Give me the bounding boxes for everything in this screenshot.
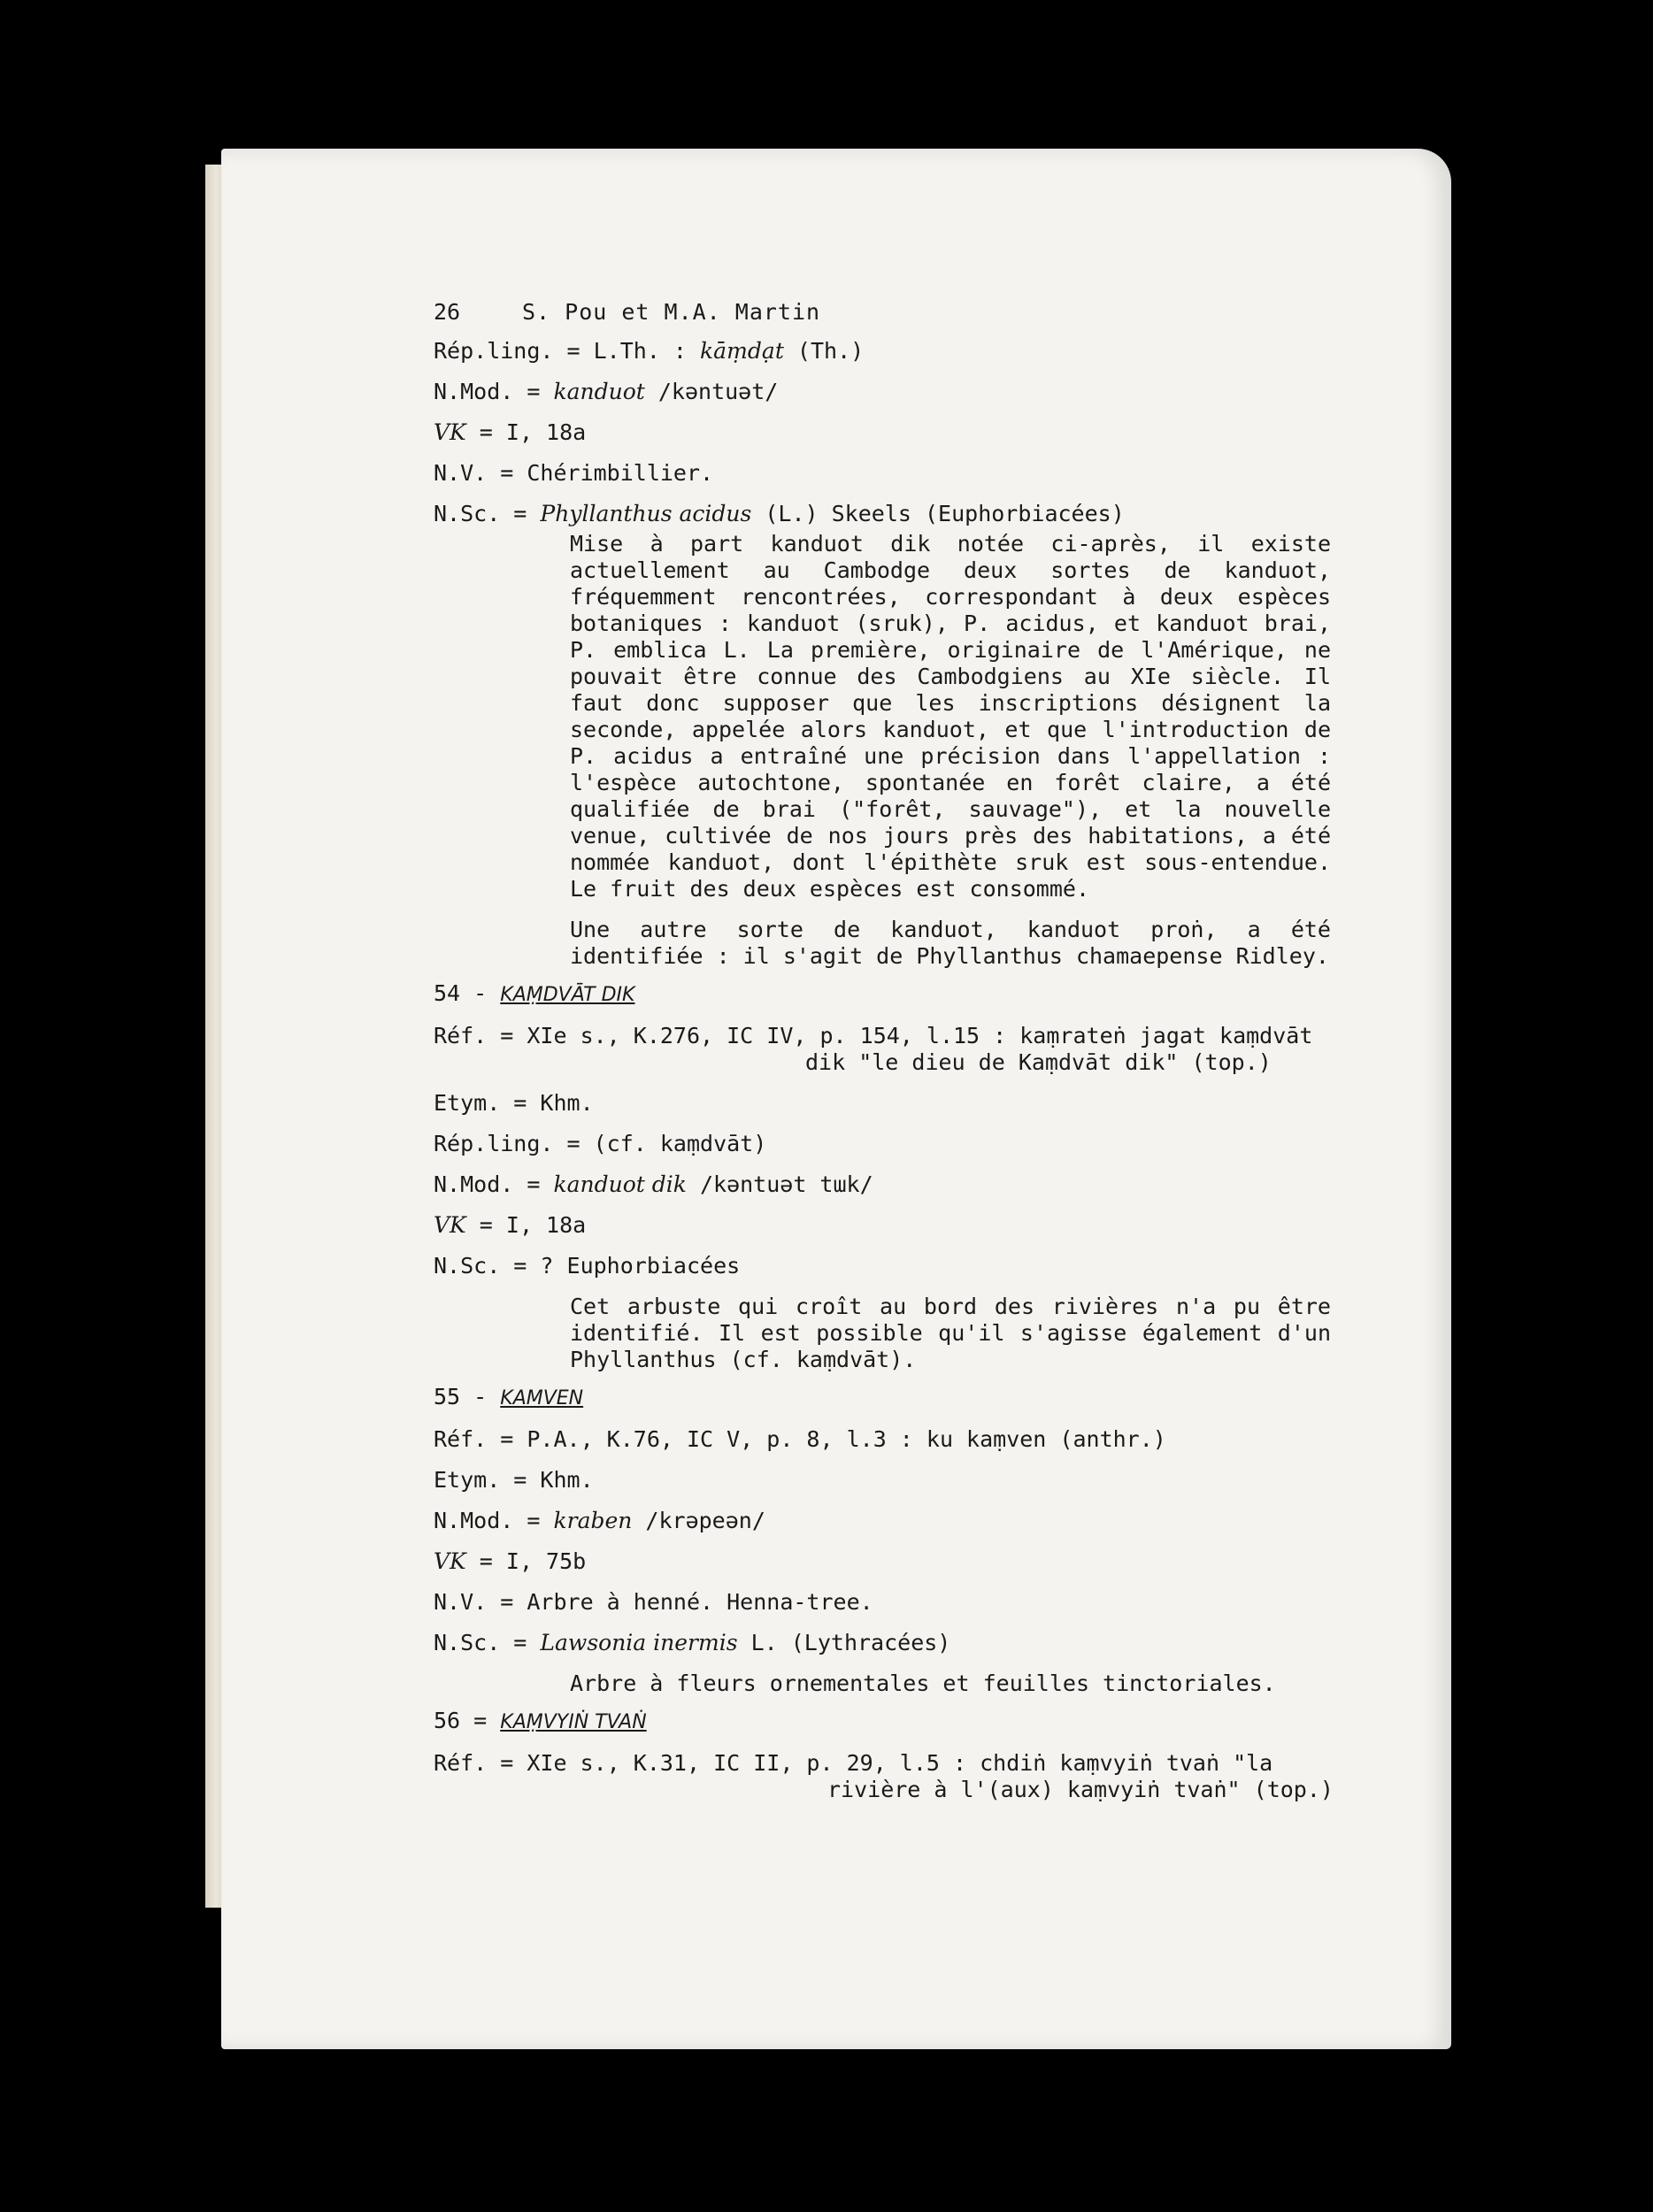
rep-ling-line: Rép.ling. = L.Th. : kāṃdạt (Th.)	[434, 338, 865, 364]
page-header	[434, 299, 1319, 338]
n-mod-line: N.Mod. = kraben /krəpeən/	[434, 1508, 765, 1533]
book-page	[221, 149, 1451, 2049]
n-sc-line: N.Sc. = Phyllanthus acidus (L.) Skeels (Euphorbiacées)	[434, 501, 1125, 526]
description-paragraph: Arbre à fleurs ornementales et feuilles tinctoriales.	[570, 1671, 1276, 1696]
entry-title: KAMVEN	[500, 1387, 584, 1409]
running-head: S. Pou et M.A. Martin	[522, 299, 821, 325]
description-paragraph: Une autre sorte de kanduot, kanduot proṅ, a été identifiée : il s'agit de Phyllanthus chamaepense Ridley.	[570, 917, 1331, 969]
reference-block: Réf. = XIe s., K.276, IC IV, p. 154, l.15 : kaṃrateṅ jagat kaṃdvāt dik "le dieu de Kaṃdvāt dik" (top.)	[434, 1023, 1313, 1075]
etym-line: Etym. = Khm.	[434, 1467, 594, 1493]
reference-line: Réf. = P.A., K.76, IC V, p. 8, l.3 : ku kaṃven (anthr.)	[434, 1426, 1166, 1452]
vk-line: VK = I, 75b	[434, 1548, 587, 1574]
rep-ling-line: Rép.ling. = (cf. kaṃdvāt)	[434, 1131, 767, 1156]
entry-heading: 56 = KAṂVYIṄ TVAṄ	[434, 1708, 647, 1733]
vk-line: VK = I, 18a	[434, 419, 587, 445]
vk-line: VK = I, 18a	[434, 1212, 587, 1238]
entry-heading: 54 - KAṂDVĀT DIK	[434, 980, 635, 1006]
entry-heading: 55 - KAMVEN	[434, 1384, 584, 1409]
reference-block: Réf. = XIe s., K.31, IC II, p. 29, l.5 : chdiṅ kaṃvyiṅ tvaṅ "la rivière à l'(aux) kaṃvyiṅ tvaṅ" (top.)	[434, 1750, 1334, 1802]
n-sc-line: N.Sc. = Lawsonia inermis L. (Lythracées)	[434, 1630, 951, 1655]
n-sc-line: N.Sc. = ? Euphorbiacées	[434, 1253, 741, 1279]
entry-title: KAṂVYIṄ TVAṄ	[500, 1711, 647, 1733]
n-mod-line: N.Mod. = kanduot dik /kəntuət tɯk/	[434, 1171, 873, 1197]
description-paragraph: Mise à part kanduot dik notée ci-après, il existe actuellement au Cambodge deux sortes de kanduot, fréquemment rencontrées, correspondant à deux espèces botaniques : kanduot (sruk), P. acidus, et kanduot brai, P. emblica L. La première, originaire de l'Amérique, ne pouvait être connue des Cambodgiens au XIe siècle. Il faut donc supposer que les inscriptions désignent la seconde, appelée alors kanduot, et que l'introduction de P. acidus a entraîné une précision dans l'appellation : l'espèce autochtone, spontanée en forêt claire, a été qualifiée de brai ("forêt, sauvage"), et la nouvelle venue, cultivée de nos jours près des habitations, a été nommée kanduot, dont l'épithète sruk est sous-entendue. Le fruit des deux espèces est consommé.	[570, 531, 1331, 902]
n-mod-line: N.Mod. = kanduot /kəntuət/	[434, 379, 779, 404]
n-v-line: N.V. = Arbre à henné. Henna-tree.	[434, 1589, 873, 1615]
description-paragraph: Cet arbuste qui croît au bord des rivières n'a pu être identifié. Il est possible qu'il s'agisse également d'un Phyllanthus (cf. kaṃdvāt).	[570, 1294, 1331, 1372]
page-number: 26	[434, 299, 461, 325]
n-v-line: N.V. = Chérimbillier.	[434, 460, 714, 486]
etym-line: Etym. = Khm.	[434, 1090, 594, 1116]
page-content	[434, 299, 1334, 1817]
entry-title: KAṂDVĀT DIK	[500, 984, 635, 1006]
